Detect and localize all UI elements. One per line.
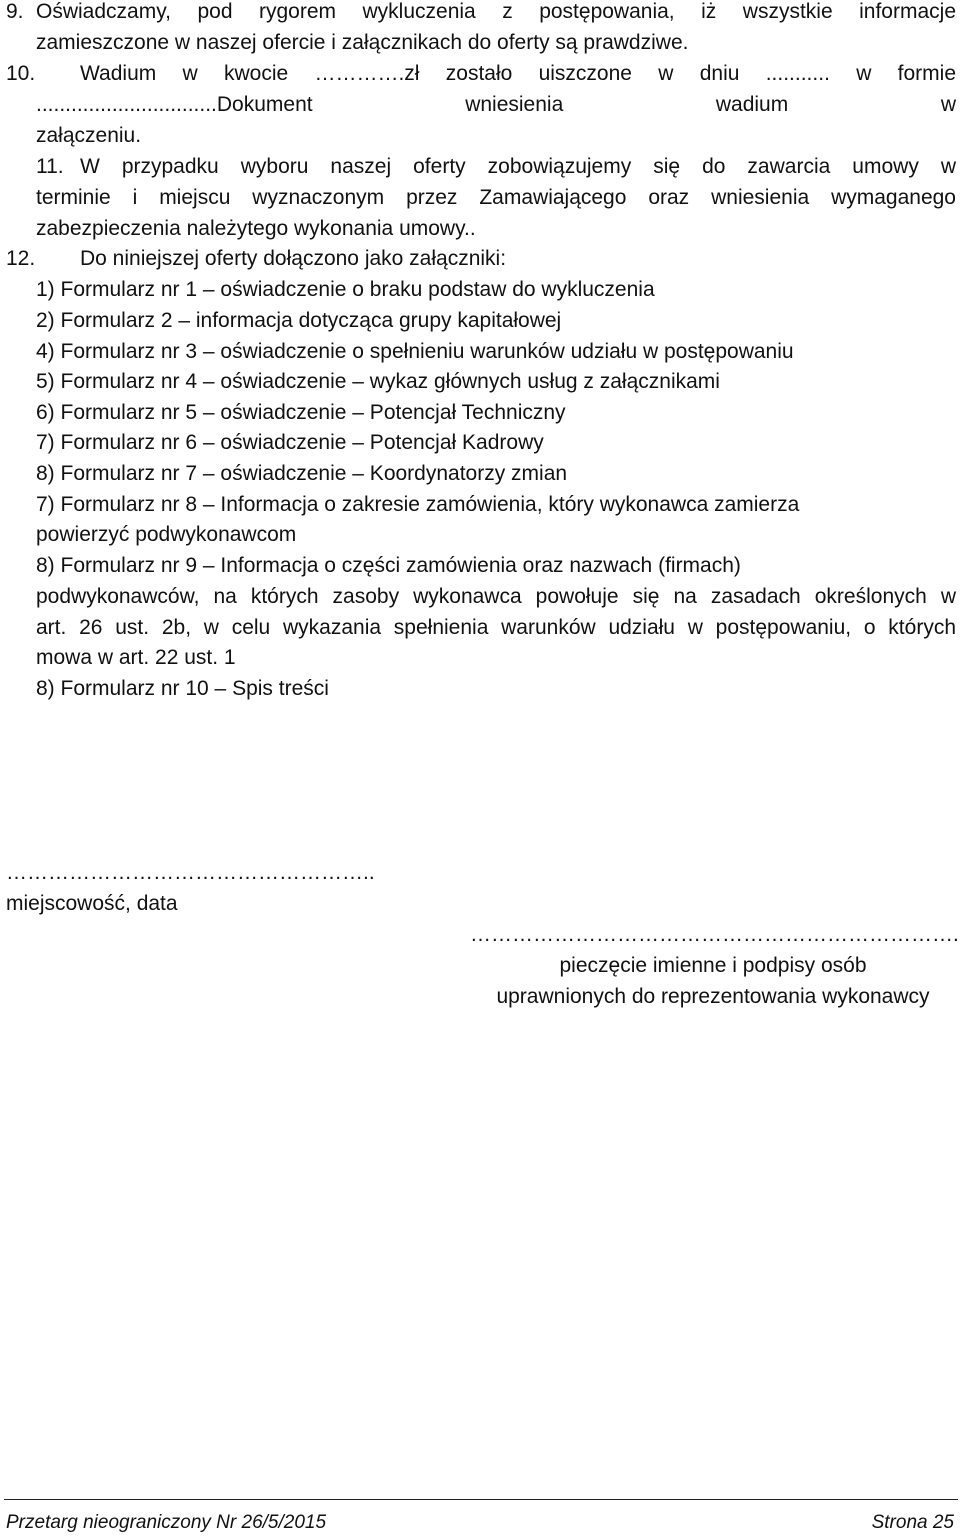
paragraph-11-line-3: zabezpieczenia należytego wykonania umowy.. bbox=[36, 217, 476, 240]
place-date-label: miejscowość, data bbox=[6, 892, 178, 915]
attachment-item: 1) Formularz nr 1 – oświadczenie o braku podstaw do wykluczenia bbox=[36, 278, 655, 301]
paragraph-10-line-1: Wadium w kwocie ………….zł zostało uiszczone w dniu ........... w formie bbox=[80, 62, 956, 85]
attachment-item: 7) Formularz nr 8 – Informacja o zakresie zamówienia, który wykonawca zamierza bbox=[36, 493, 800, 516]
signature-label-line-2: uprawnionych do reprezentowania wykonawcy bbox=[496, 985, 930, 1008]
attachment-item: 4) Formularz nr 3 – oświadczenie o spełnieniu warunków udziału w postępowaniu bbox=[36, 340, 794, 363]
footer-divider bbox=[4, 1499, 958, 1500]
attachment-item: 8) Formularz nr 9 – Informacja o części zamówienia oraz nazwach (firmach) bbox=[36, 554, 741, 577]
attachment-item: 8) Formularz nr 10 – Spis treści bbox=[36, 677, 329, 700]
attachment-item-continued: art. 26 ust. 2b, w celu wykazania spełnienia warunków udziału w postępowaniu, o których bbox=[36, 616, 956, 639]
attachment-item-continued: mowa w art. 22 ust. 1 bbox=[36, 646, 236, 669]
signature-label-line-1: pieczęcie imienne i podpisy osób bbox=[559, 954, 867, 977]
signature-dots: ……………………………………………………………. bbox=[470, 923, 959, 946]
attachment-item: 8) Formularz nr 7 – oświadczenie – Koordynatorzy zmian bbox=[36, 462, 568, 485]
paragraph-11-line-1: W przypadku wyboru naszej oferty zobowiązujemy się do zawarcia umowy w bbox=[80, 155, 956, 178]
item-number-9: 9. bbox=[6, 0, 24, 23]
paragraph-9-line-1: Oświadczamy, pod rygorem wykluczenia z postępowania, iż wszystkie informacje bbox=[36, 0, 956, 23]
paragraph-9-line-2: zamieszczone w naszej ofercie i załącznikach do oferty są prawdziwe. bbox=[36, 31, 689, 54]
paragraph-11-line-2: terminie i miejscu wyznaczonym przez Zamawiającego oraz wniesienia wymaganego bbox=[36, 186, 956, 209]
footer-tender-number: Przetarg nieograniczony Nr 26/5/2015 bbox=[6, 1512, 327, 1533]
paragraph-10-line-3: załączeniu. bbox=[36, 124, 142, 147]
place-date-dots: …………………………………………….. bbox=[6, 861, 375, 884]
attachment-item: 6) Formularz nr 5 – oświadczenie – Potencjał Techniczny bbox=[36, 401, 566, 424]
item-number-11: 11. bbox=[36, 155, 64, 178]
item-number-12: 12. bbox=[6, 247, 36, 270]
attachment-item: 5) Formularz nr 4 – oświadczenie – wykaz głównych usług z załącznikami bbox=[36, 370, 720, 393]
paragraph-12-intro: Do niniejszej oferty dołączono jako załączniki: bbox=[80, 247, 507, 270]
paragraph-10-line-2: ...............................Dokument wniesienia wadium w bbox=[36, 93, 956, 116]
attachment-item-continued: podwykonawców, na których zasoby wykonawca powołuje się na zasadach określonych w bbox=[36, 585, 956, 608]
footer-page-number: Strona 25 bbox=[871, 1512, 954, 1533]
attachment-item: 2) Formularz 2 – informacja dotycząca grupy kapitałowej bbox=[36, 309, 562, 332]
item-number-10: 10. bbox=[6, 62, 36, 85]
attachment-item-continued: powierzyć podwykonawcom bbox=[36, 523, 297, 546]
attachment-item: 7) Formularz nr 6 – oświadczenie – Potencjał Kadrowy bbox=[36, 431, 544, 454]
